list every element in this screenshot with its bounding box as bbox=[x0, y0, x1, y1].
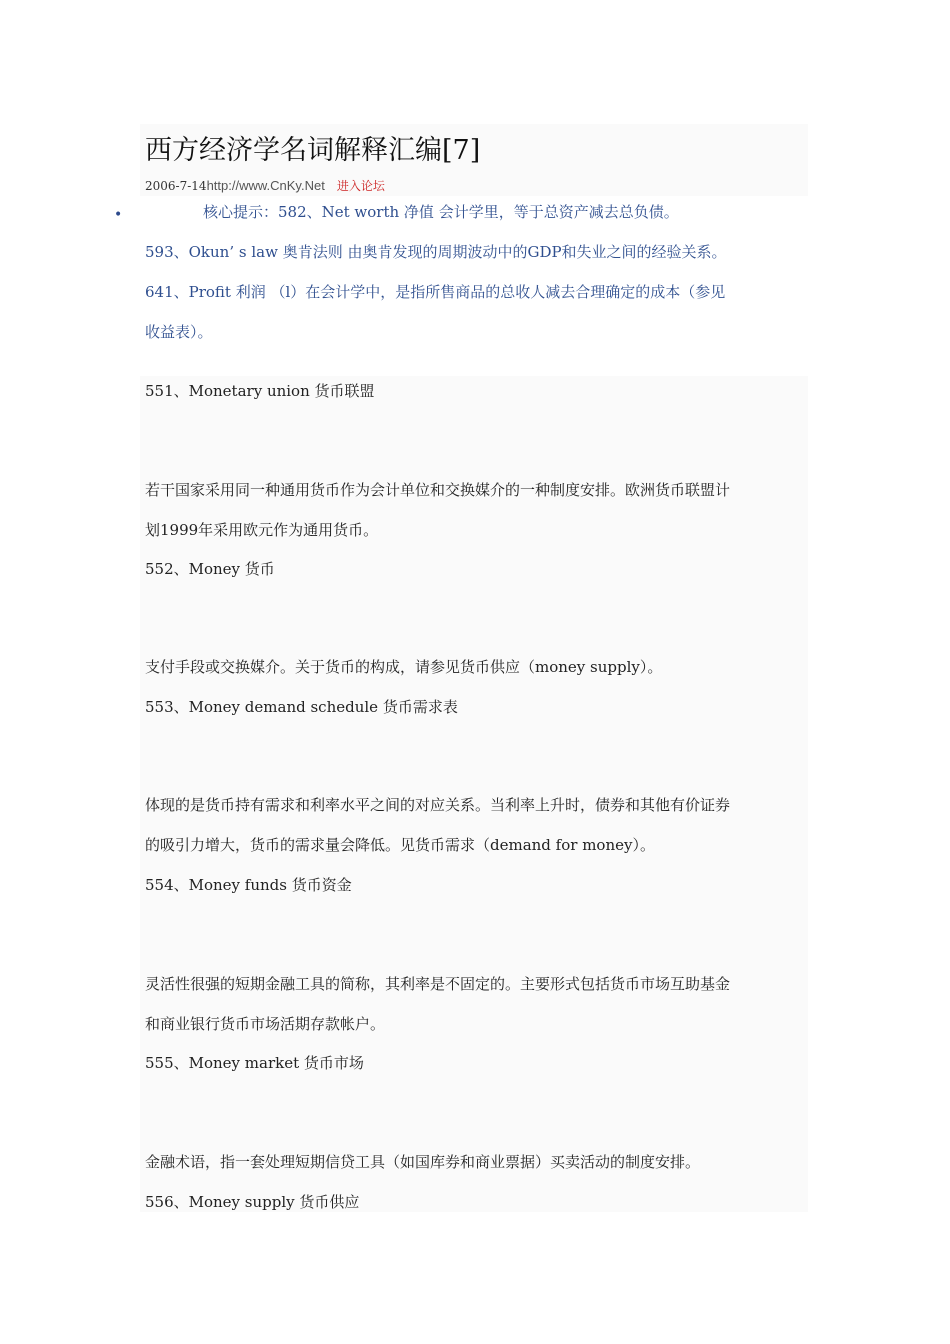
source-url[interactable]: http://www.CnKy.Net bbox=[206, 178, 325, 193]
term-heading: 552、Money 货币 bbox=[145, 560, 275, 578]
term-heading: 555、Money market 货币市场 bbox=[145, 1054, 364, 1072]
term-heading: 551、Monetary union 货币联盟 bbox=[145, 382, 375, 400]
term-definition: 若干国家采用同一种通用货币作为会计单位和交换媒介的一种制度安排。欧洲货币联盟计 bbox=[145, 481, 731, 499]
glossary-body bbox=[140, 376, 808, 1212]
term-heading: 556、Money supply 货币供应 bbox=[145, 1193, 360, 1211]
term-definition: 金融术语，指一套处理短期信贷工具（如国库券和商业票据）买卖活动的制度安排。 bbox=[145, 1153, 701, 1171]
article-title: 西方经济学名词解释汇编[7] bbox=[145, 135, 481, 166]
forum-link[interactable]: 进入论坛 bbox=[336, 179, 385, 193]
term-definition: 的吸引力增大，货币的需求量会降低。见货币需求（demand for money）。 bbox=[145, 836, 655, 854]
article-meta bbox=[145, 178, 385, 194]
summary-line: 收益表）。 bbox=[145, 323, 213, 341]
term-definition: 支付手段或交换媒介。关于货币的构成，请参见货币供应（money supply）。 bbox=[145, 658, 663, 676]
summary-line: 641、Profit 利润 （l）在会计学中，是指所售商品的总收人减去合理确定的成本（参见 bbox=[145, 283, 726, 301]
term-definition: 体现的是货币持有需求和利率水平之间的对应关系。当利率上升时，债券和其他有价证券 bbox=[145, 796, 731, 814]
term-heading: 554、Money funds 货币资金 bbox=[145, 876, 352, 894]
term-definition: 灵活性很强的短期金融工具的简称，其利率是不固定的。主要形式包括货币市场互助基金 bbox=[145, 975, 731, 993]
bullet-icon: • bbox=[114, 207, 123, 223]
summary-line: 核心提示：582、Net worth 净值 会计学里，等于总资产减去总负债。 bbox=[203, 203, 679, 221]
term-definition: 划1999年采用欧元作为通用货币。 bbox=[145, 521, 379, 539]
term-heading: 553、Money demand schedule 货币需求表 bbox=[145, 698, 458, 716]
term-definition: 和商业银行货币市场活期存款帐户。 bbox=[145, 1015, 386, 1033]
article-date: 2006-7-14 bbox=[145, 179, 207, 193]
summary-line: 593、Okun’ s law 奥肯法则 由奥肯发现的周期波动中的GDP和失业之间的经验关系。 bbox=[145, 243, 727, 261]
